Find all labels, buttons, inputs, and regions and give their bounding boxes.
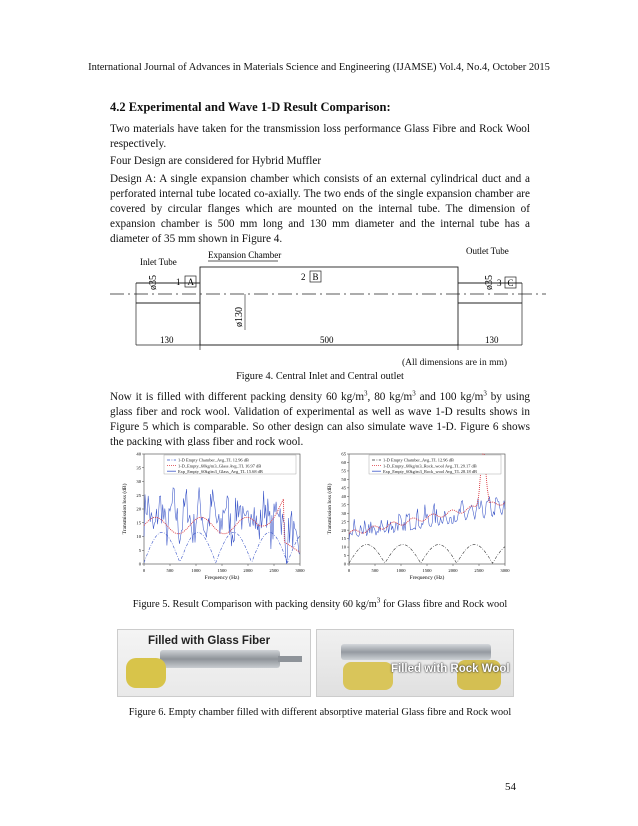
- legend-entry: 1-D_Empty_60kg/m3_Glass Avg_TL 16.97 dB: [178, 463, 262, 469]
- x-tick-label: 2500: [269, 568, 279, 573]
- outlet-pipe: [278, 656, 302, 662]
- journal-header: International Journal of Advances in Materials Science and Engineering (IJAMSE) Vol.4, No.4, October 2015: [88, 62, 550, 73]
- x-tick-label: 500: [166, 568, 174, 573]
- x-tick-label: 500: [371, 568, 379, 573]
- p4-part-a: Now it is filled with different packing density 60 kg/m: [110, 391, 365, 403]
- y-tick-label: 60: [341, 460, 346, 466]
- x-tick-label: 0: [347, 568, 351, 573]
- photo-left-label: Filled with Glass Fiber: [148, 635, 271, 647]
- x-tick-label: 2500: [474, 568, 484, 573]
- outlet-diameter-label: ø35: [484, 275, 495, 290]
- page-number: 54: [505, 781, 516, 793]
- legend-entry: Exp_Empty_60kg/m3_Rock_wool Avg_TL 28.18 dB: [383, 468, 477, 474]
- expansion-chamber-body: [200, 267, 458, 345]
- muffler-diagram: [108, 244, 548, 362]
- x-tick-label: 1500: [217, 568, 227, 573]
- x-tick-label: 1500: [422, 568, 432, 573]
- paragraph-2-text: Four Design are considered for Hybrid Muffler: [110, 155, 322, 167]
- x-axis-label: Frequency (Hz): [204, 575, 240, 581]
- box-c-label: C: [507, 278, 514, 288]
- paragraph-2: [110, 154, 530, 169]
- figure-4-diagram: [108, 244, 548, 362]
- y-tick-label: 5: [138, 547, 141, 553]
- node-2-label: 2: [301, 272, 306, 282]
- y-tick-label: 35: [341, 502, 346, 508]
- figure-5-caption: [110, 596, 530, 610]
- x-tick-label: 1000: [191, 568, 201, 573]
- y-tick-label: 10: [136, 534, 141, 540]
- outlet-tube-label: Outlet Tube: [466, 246, 509, 256]
- section-heading: 4.2 Experimental and Wave 1-D Result Comparison:: [110, 100, 391, 114]
- y-tick-label: 40: [136, 451, 141, 457]
- figure-6-caption: Figure 6. Empty chamber filled with different absorptive material Glass fibre and Rock wool: [128, 707, 512, 718]
- y-tick-label: 25: [341, 519, 346, 525]
- y-tick-label: 40: [341, 493, 346, 499]
- dim-right-label: 130: [485, 335, 499, 345]
- expansion-chamber-label: Expansion Chamber: [208, 250, 282, 260]
- paragraph-3: [110, 172, 530, 247]
- p4-part-b: , 80 kg/m: [367, 391, 413, 403]
- y-tick-label: 15: [136, 520, 141, 526]
- p4-sup-1: 3: [364, 389, 368, 398]
- y-tick-label: 15: [341, 536, 346, 542]
- chamber-diameter-label: ø130: [234, 307, 245, 327]
- box-b-label: B: [312, 272, 319, 282]
- x-tick-label: 0: [142, 568, 146, 573]
- node-1-label: 1: [176, 277, 181, 287]
- y-tick-label: 20: [341, 527, 346, 533]
- legend-entry: 1-D_Empty_60kg/m3_Rock_wool Avg_TL 29.17 dB: [383, 463, 477, 469]
- paragraph-3-text: Design A: A single expansion chamber which consists of an external cylindrical duct and a perforated internal tube located co-axially. The two ends of the single expansion chamber are covered by circular flanges which are mounted on the internal tube. The dimension of expansion chamber is 500 mm long and 130 mm diameter and the internal tube has a diameter of 35 mm shown in Figure 4.: [110, 173, 530, 245]
- y-tick-label: 5: [343, 553, 346, 559]
- box-a-label: A: [187, 277, 194, 287]
- p4-part-c: and 100 kg/m: [415, 391, 484, 403]
- photo-right-label: Filled with Rock Wool: [391, 663, 510, 675]
- x-tick-label: 2000: [448, 568, 458, 573]
- x-tick-label: 2000: [243, 568, 253, 573]
- legend-entry: 1-D Empty Chamber_Avg_TL 12.96 dB: [178, 457, 249, 463]
- y-tick-label: 45: [341, 485, 346, 491]
- p4-sup-3: 3: [483, 389, 487, 398]
- y-tick-label: 55: [341, 468, 346, 474]
- p4-sup-2: 3: [412, 389, 416, 398]
- glass-fiber-wad: [126, 658, 166, 688]
- y-tick-label: 30: [136, 479, 141, 485]
- fig5-caption-b: for Glass fibre and Rock wool: [380, 599, 508, 610]
- p4-part-d: by using glass fiber and rock wool. Validation of experimental as well as wave 1-D results shows in Figure 5 which is comparable. So other design can also simulate wave 1-D. Figure 6 shows the packing with glass fiber and rock wool.: [110, 391, 531, 448]
- tl-chart-rock-wool: [323, 446, 513, 582]
- tl-chart-glass-fibre: [118, 446, 308, 582]
- fig5-caption-a: Figure 5. Result Comparison with packing density 60 kg/m: [132, 599, 377, 610]
- dim-mid-label: 500: [320, 335, 334, 345]
- y-tick-label: 30: [341, 510, 346, 516]
- y-tick-label: 25: [136, 492, 141, 498]
- rock-wool-wad-left: [343, 662, 393, 690]
- dim-left-label: 130: [160, 335, 174, 345]
- y-tick-label: 20: [136, 506, 141, 512]
- photo-rock-wool: [316, 629, 514, 697]
- photo-glass-fiber: [117, 629, 311, 697]
- paragraph-4-text: [110, 390, 530, 450]
- y-tick-label: 10: [341, 544, 346, 550]
- units-note: (All dimensions are in mm): [402, 358, 508, 368]
- muffler-cylinder: [341, 644, 491, 660]
- fig5-caption-sup: 3: [376, 596, 381, 605]
- y-tick-label: 0: [343, 561, 346, 567]
- y-tick-label: 35: [136, 465, 141, 471]
- inlet-diameter-label: ø35: [148, 275, 159, 290]
- y-tick-label: 50: [341, 476, 346, 482]
- paragraph-1: [110, 122, 530, 152]
- y-axis-label: Transmission loss (dB): [327, 483, 333, 535]
- x-tick-label: 1000: [396, 568, 406, 573]
- y-tick-label: 0: [138, 561, 141, 567]
- muffler-cylinder: [160, 650, 280, 668]
- paragraph-1-text: Two materials have taken for the transmission loss performance Glass Fibre and Rock Wool respectively.: [110, 123, 530, 150]
- x-tick-label: 3000: [295, 568, 305, 573]
- x-axis-label: Frequency (Hz): [409, 575, 445, 581]
- y-axis-label: Transmission loss (dB): [122, 483, 128, 535]
- paragraph-4: [110, 390, 530, 450]
- legend-entry: 1-D Empty Chamber_Avg_TL 12.96 dB: [383, 457, 454, 463]
- y-tick-label: 65: [341, 451, 346, 457]
- legend-entry: Exp_Empty_60kg/m3_Glass_Avg_TL 15.68 dB: [178, 468, 263, 474]
- figure-4-caption: Figure 4. Central Inlet and Central outlet: [236, 371, 404, 382]
- inlet-tube-label: Inlet Tube: [140, 257, 177, 267]
- node-3-label: 3: [497, 278, 502, 288]
- x-tick-label: 3000: [500, 568, 510, 573]
